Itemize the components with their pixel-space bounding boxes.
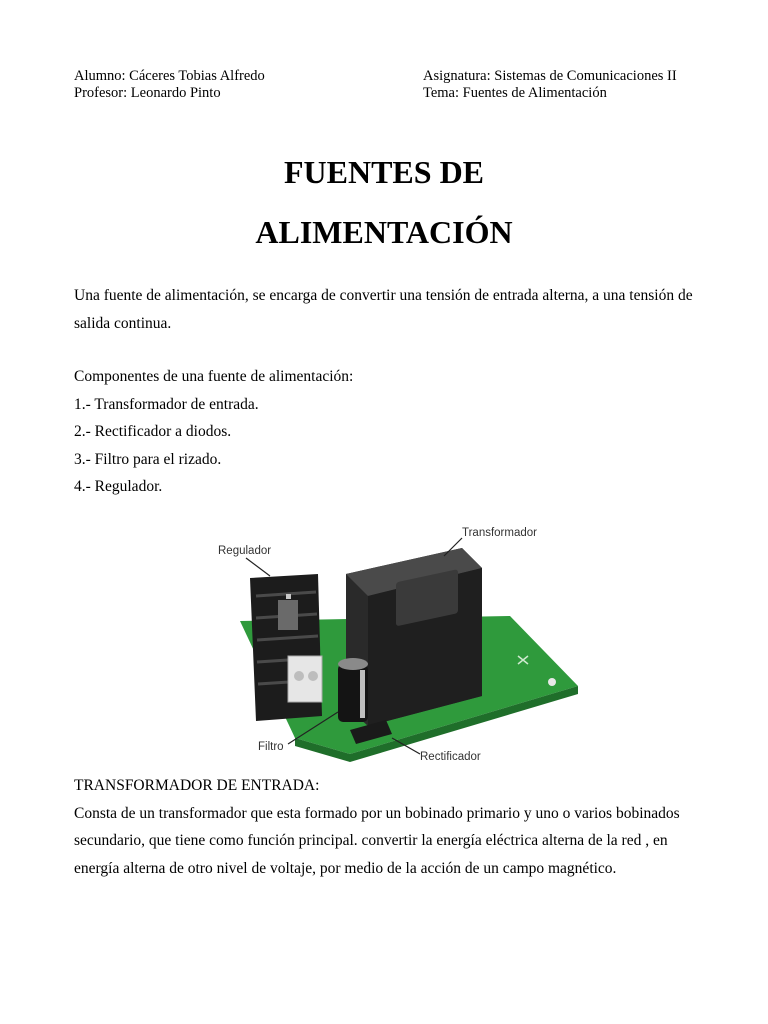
- components-list: [74, 363, 704, 501]
- terminal-screw: [308, 671, 318, 681]
- power-supply-photo: [200, 516, 590, 774]
- list-item: 2.- Rectificador a diodos.: [74, 423, 232, 440]
- student-name: Alumno: Cáceres Tobias Alfredo: [74, 68, 265, 84]
- regulator-screw: [286, 594, 291, 599]
- capacitor-stripe: [360, 670, 365, 718]
- intro-paragraph: Una fuente de alimentación, se encarga de convertir una tensión de entrada alterna, a una tensión de salida continua.: [74, 287, 693, 332]
- terminal-screw: [294, 671, 304, 681]
- subject-name: Asignatura: Sistemas de Comunicaciones II: [423, 68, 677, 84]
- list-item: 4.- Regulador.: [74, 478, 163, 495]
- label-filter: Filtro: [258, 741, 284, 753]
- components-heading: Componentes de una fuente de alimentación:: [74, 368, 354, 385]
- capacitor-top: [338, 658, 368, 670]
- page-title-line1: FUENTES DE: [283, 154, 485, 190]
- label-rectifier: Rectificador: [420, 751, 481, 763]
- pcb-hole: [548, 678, 556, 686]
- arrow-regulator: [246, 558, 270, 576]
- regulator-ic: [278, 600, 298, 630]
- list-item: 1.- Transformador de entrada.: [74, 395, 259, 413]
- transformer-section: [74, 772, 704, 882]
- topic-name: Tema: Fuentes de Alimentación: [423, 85, 607, 101]
- section-heading: TRANSFORMADOR DE ENTRADA:: [74, 777, 320, 794]
- header-right: [423, 68, 677, 102]
- list-item: 3.- Filtro para el rizado.: [74, 450, 222, 468]
- section-body: Consta de un transformador que esta formado por un bobinado primario y uno o varios bobinados secundario, que tiene como función principal. convertir la energía eléctrica alterna de la red , en energía alterna de otro nivel de voltaje, por medio de la acción de un campo magnético.: [74, 804, 680, 877]
- teacher-name: Profesor: Leonardo Pinto: [74, 85, 221, 101]
- label-regulator: Regulador: [218, 545, 272, 557]
- label-transformer: Transformador: [462, 527, 537, 539]
- header-left: [74, 68, 265, 102]
- page-title-line2: ALIMENTACIÓN: [255, 214, 513, 250]
- power-supply-illustration: [200, 516, 590, 774]
